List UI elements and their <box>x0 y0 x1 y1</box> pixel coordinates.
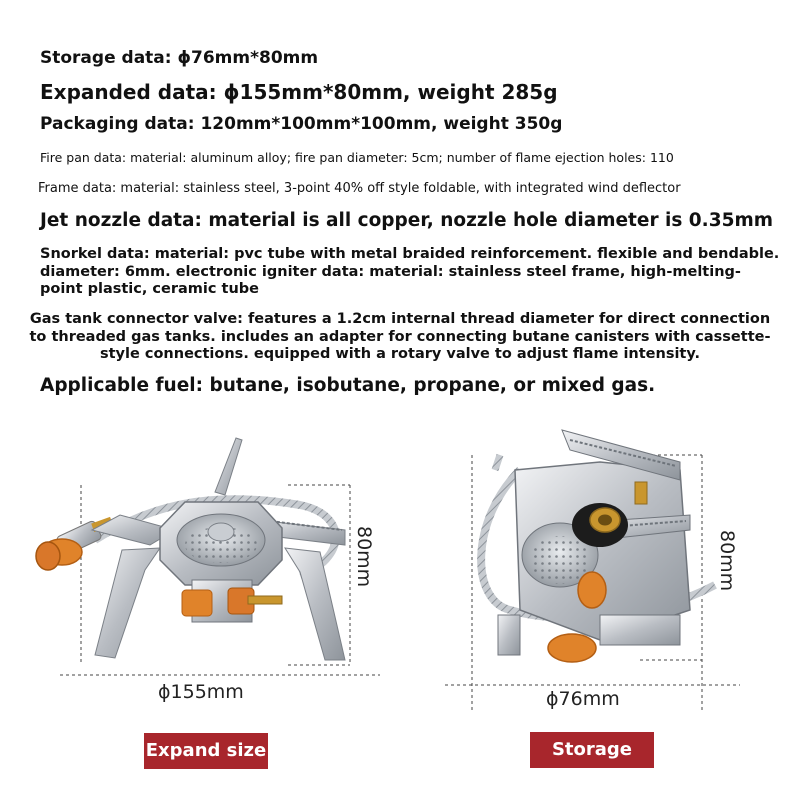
storage-width-label: ϕ76mm <box>546 688 620 710</box>
expanded-width-label: ϕ155mm <box>158 681 244 703</box>
expanded-stove-image <box>36 438 380 675</box>
spec-snorkel: Snorkel data: material: pvc tube with metal braided reinforcement. flexible and bendable. diameter: 6mm. electronic igniter data: material: stainless steel frame, high-melting-point plastic, ceramic tube <box>40 246 780 297</box>
spec-storage: Storage data: ϕ76mm*80mm <box>40 48 319 68</box>
expanded-height-label-text: 80mm <box>353 526 375 588</box>
spec-frame: Frame data: material: stainless steel, 3-point 40% off style foldable, with integrated wind deflector <box>38 181 681 196</box>
spec-connector: Gas tank connector valve: features a 1.2cm internal thread diameter for direct connection to threaded gas tanks. includes an adapter for connecting butane canisters with cassette-style connections. equipped with a rotary valve to adjust flame intensity. <box>29 311 771 362</box>
spec-packaging: Packaging data: 120mm*100mm*100mm, weight 350g <box>40 114 563 134</box>
storage-size-caption: Storage size <box>530 732 654 768</box>
spec-fire-pan: Fire pan data: material: aluminum alloy; fire pan diameter: 5cm; number of flame ejection holes: 110 <box>40 150 674 165</box>
storage-stove-image <box>445 430 740 710</box>
expand-size-caption: Expand size <box>144 733 268 769</box>
spec-fuel: Applicable fuel: butane, isobutane, propane, or mixed gas. <box>40 375 656 396</box>
spec-expanded: Expanded data: ϕ155mm*80mm, weight 285g <box>40 80 558 104</box>
storage-height-label-text: 80mm <box>716 530 738 592</box>
spec-jet-nozzle: Jet nozzle data: material is all copper, nozzle hole diameter is 0.35mm <box>40 210 774 231</box>
